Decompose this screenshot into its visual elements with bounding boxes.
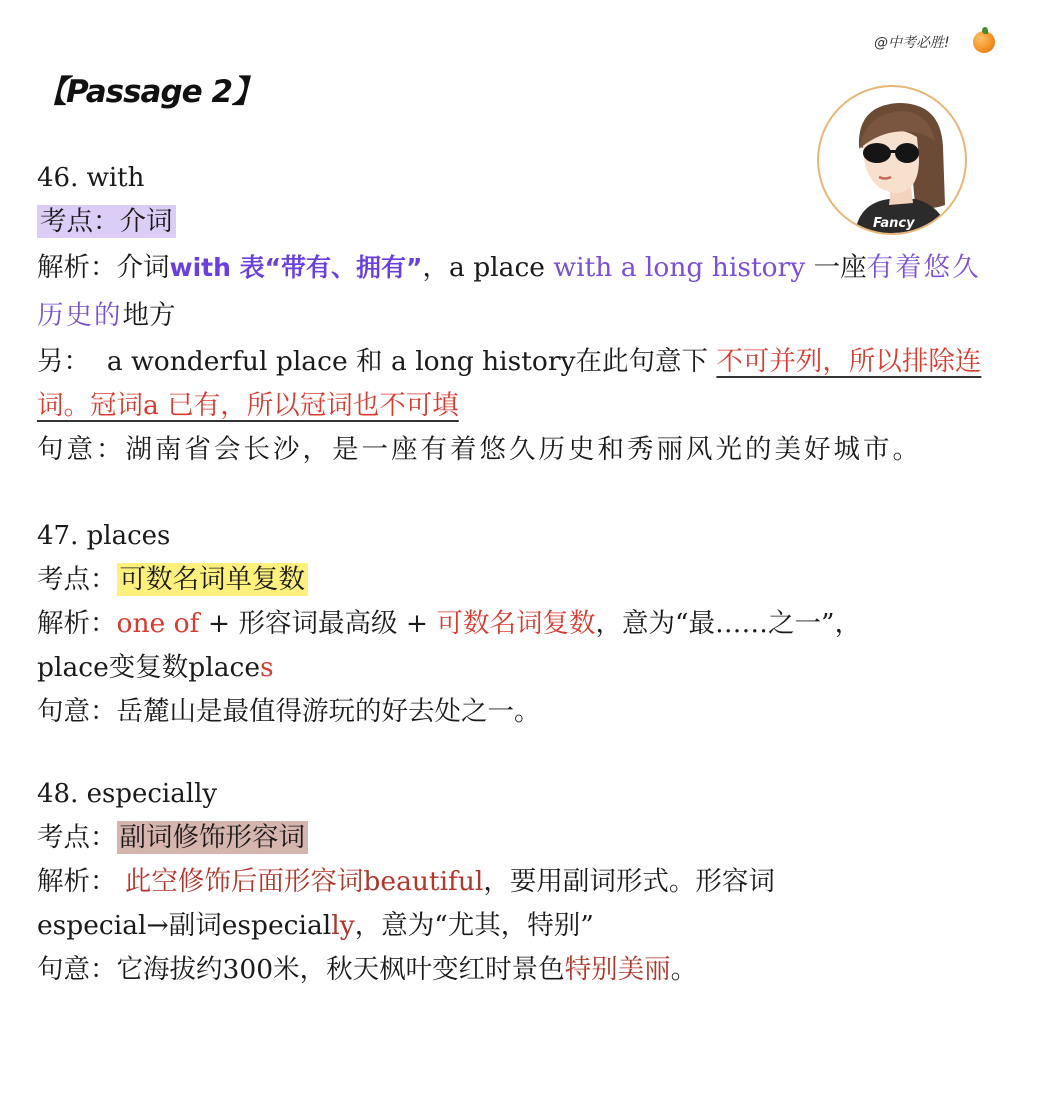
q47-juyi <box>37 690 1003 734</box>
jiexi-red-text: one of <box>116 608 200 639</box>
jiexi-text: ，要用副词形式。形容词 <box>483 866 775 897</box>
q48-kaodian-highlight: 副词修饰形容词 <box>117 821 309 854</box>
kaodian-label: 考点： <box>37 822 117 853</box>
juyi-label: 句意： <box>37 696 117 727</box>
juyi-text: 。 <box>670 954 698 985</box>
jiexi-text: ，意为“最……之一”， <box>595 608 862 639</box>
ling-label: 另： <box>37 346 90 377</box>
jiexi-brown-text: 此空修饰后面形容词beautiful <box>116 866 484 897</box>
ling-red-text: 不可并列，所以排除连词。冠词a 已有，所以冠词也不可填 <box>37 346 982 421</box>
q46-ling <box>37 340 1003 428</box>
jiexi-text: 介词 <box>116 252 170 283</box>
jiexi-text: + 形容词最高级 + <box>199 608 437 639</box>
q46-juyi <box>37 428 1003 472</box>
juyi-brown-text: 特别美丽 <box>564 954 671 985</box>
q47-jiexi-line2 <box>37 646 1003 690</box>
juyi-text: 岳麓山是最值得游玩的好去处之一。 <box>116 696 541 727</box>
page-title: 【Passage 2】 <box>36 74 263 110</box>
question-46-number: 46. with <box>37 163 145 193</box>
q48-jiexi <box>37 860 1003 904</box>
kaodian-label: 考点： <box>37 564 117 595</box>
jiexi-text: especial→副词especial <box>37 910 332 941</box>
q48-jiexi-line2 <box>37 904 1003 948</box>
jiexi-purple-text: 有着悠久历史的 <box>37 252 981 331</box>
jiexi-text: 地方 <box>122 300 176 331</box>
juyi-label: 句意： <box>37 434 126 465</box>
q46-jiexi <box>37 244 1003 340</box>
jiexi-text: ，a place <box>422 252 554 283</box>
jiexi-text: place变复数place <box>37 652 261 683</box>
question-48-number: 48. especially <box>37 779 218 809</box>
question-47-number: 47. places <box>37 521 171 551</box>
jiexi-label: 解析： <box>37 252 117 283</box>
q46-kaodian-highlight <box>37 205 176 238</box>
q47-kaodian-highlight: 可数名词单复数 <box>117 563 309 596</box>
orange-icon <box>973 31 995 53</box>
kaodian-label: 考点： <box>40 206 120 237</box>
q47-kaodian <box>37 558 1003 602</box>
q48-kaodian <box>37 816 1003 860</box>
jiexi-brown-text: ly <box>331 910 355 941</box>
jiexi-text: ，意为“尤其，特别” <box>354 910 594 941</box>
q47-jiexi <box>37 602 1003 646</box>
jiexi-red-text: s <box>260 652 274 683</box>
juyi-text: 湖南省会长沙，是一座有着悠久历史和秀丽风光的美好城市。 <box>125 434 922 465</box>
avatar-label: Fancy <box>873 216 915 231</box>
jiexi-purple-text: with a long history <box>553 252 806 283</box>
jiexi-label: 解析： <box>37 866 117 897</box>
jiexi-text: 一座 <box>805 252 867 283</box>
answer-content <box>37 156 1003 992</box>
watermark-text: @中考必胜! <box>874 35 950 51</box>
jiexi-bold-text: with 表“带有、拥有” <box>169 253 423 282</box>
juyi-text: 它海拔约300米，秋天枫叶变红时景色 <box>116 954 565 985</box>
jiexi-label: 解析： <box>37 608 117 639</box>
kaodian-value: 介词 <box>119 206 173 237</box>
jiexi-red-text: 可数名词复数 <box>436 608 596 639</box>
q46-kaodian <box>37 200 1003 244</box>
ling-text: a wonderful place 和 a long history在此句意下 <box>90 346 717 377</box>
juyi-label: 句意： <box>37 954 117 985</box>
q48-juyi <box>37 948 1003 992</box>
